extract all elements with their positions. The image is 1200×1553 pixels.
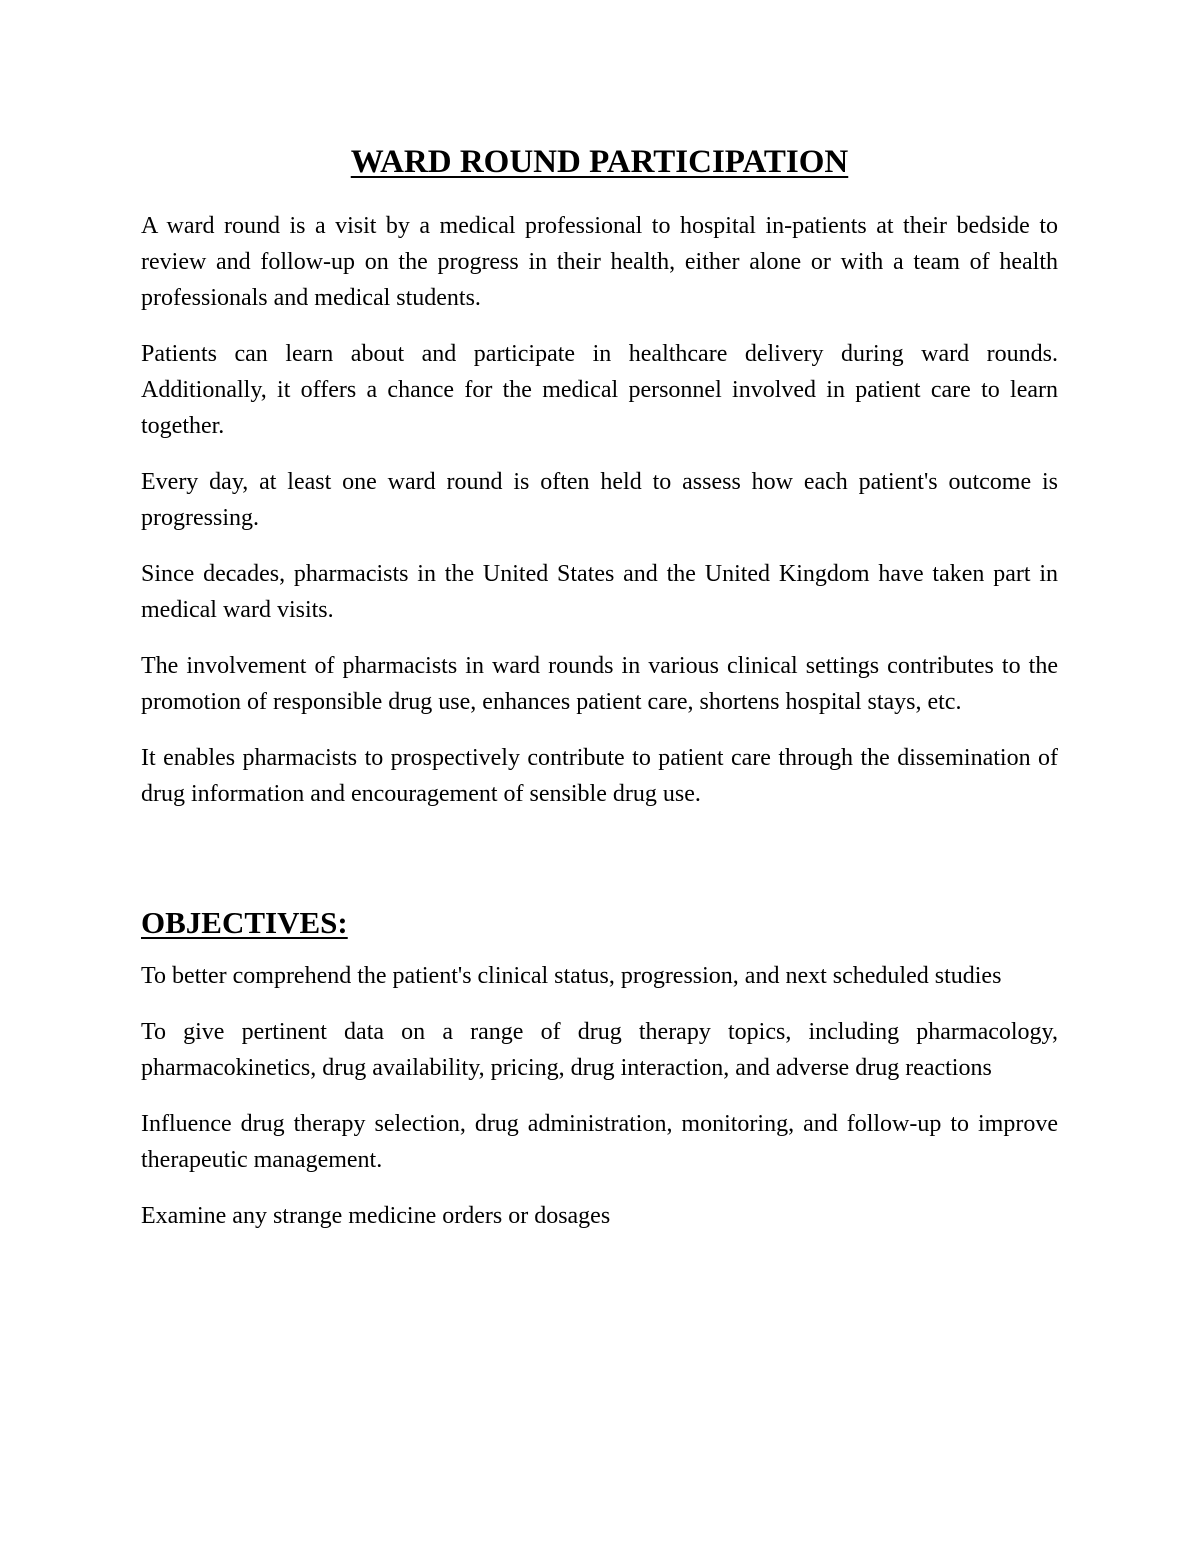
document-title: WARD ROUND PARTICIPATION — [350, 144, 849, 180]
intro-section — [141, 208, 1058, 812]
intro-paragraph-5: The involvement of pharmacists in ward rounds in various clinical settings contributes to the promotion of responsible drug use, enhances patient care, shortens hospital stays, etc. — [141, 653, 1058, 715]
objective-item-4: Examine any strange medicine orders or dosages — [141, 1203, 611, 1229]
intro-paragraph-2: Patients can learn about and participate in healthcare delivery during ward rounds. Additionally, it offers a chance for the medical personnel involved in patient care to learn together. — [141, 341, 1058, 439]
objective-item-3: Influence drug therapy selection, drug administration, monitoring, and follow-up to improve therapeutic management. — [141, 1111, 1058, 1173]
objectives-section — [141, 904, 1058, 1234]
document-content — [141, 142, 1058, 1234]
intro-paragraph-4: Since decades, pharmacists in the United States and the United Kingdom have taken part in medical ward visits. — [141, 561, 1058, 623]
objective-item-1: To better comprehend the patient's clinical status, progression, and next scheduled studies — [141, 963, 1002, 989]
intro-paragraph-6: It enables pharmacists to prospectively contribute to patient care through the dissemination of drug information and encouragement of sensible drug use. — [141, 745, 1058, 807]
intro-paragraph-3: Every day, at least one ward round is often held to assess how each patient's outcome is progressing. — [141, 469, 1058, 531]
objectives-list — [141, 958, 1058, 1234]
intro-paragraph-1: A ward round is a visit by a medical professional to hospital in-patients at their bedside to review and follow-up on the progress in their health, either alone or with a team of health professionals and medical students. — [141, 213, 1058, 311]
objective-item-2: To give pertinent data on a range of drug therapy topics, including pharmacology, pharmacokinetics, drug availability, pricing, drug interaction, and adverse drug reactions — [141, 1019, 1058, 1081]
objectives-heading: OBJECTIVES: — [141, 905, 348, 940]
